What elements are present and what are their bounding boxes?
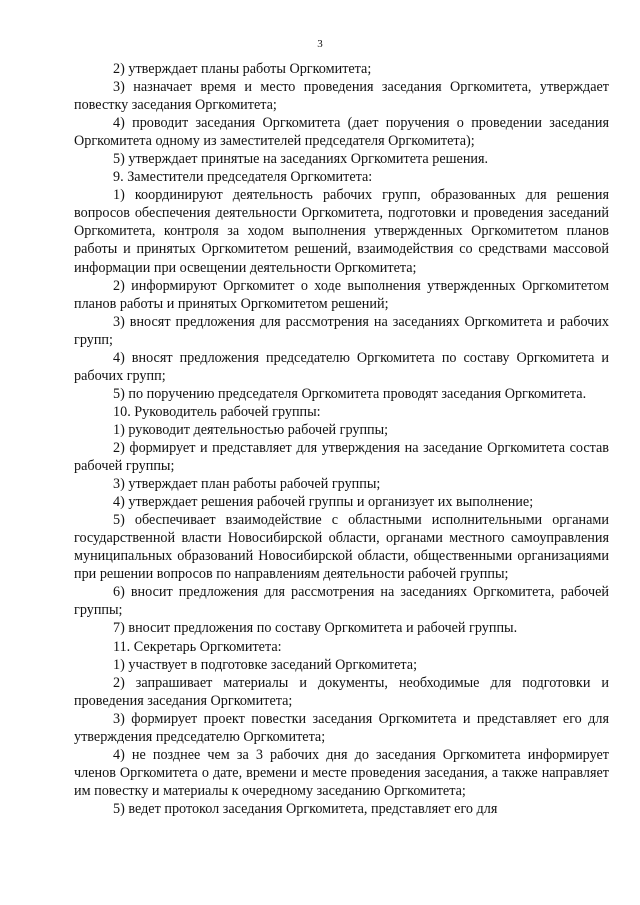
paragraph: 4) не позднее чем за 3 рабочих дня до заседания Оргкомитета информирует членов Оргкомитета о дате, времени и месте проведения заседания, а также направляет им повестку и материалы к очередному заседанию Оргкомитета; (74, 746, 609, 799)
paragraph: 4) вносят предложения председателю Оргкомитета по составу Оргкомитета и рабочих групп; (74, 349, 609, 384)
paragraph: 2) утверждает планы работы Оргкомитета; (113, 61, 372, 77)
paragraph: 1) участвует в подготовке заседаний Оргкомитета; (113, 656, 418, 673)
paragraph: 1) руководит деятельностью рабочей группы; (113, 421, 389, 438)
paragraph: 5) по поручению председателя Оргкомитета проводят заседания Оргкомитета. (113, 385, 587, 402)
paragraph: 2) формирует и представляет для утверждения на заседание Оргкомитета состав рабочей группы; (74, 439, 609, 475)
paragraph: 3) формирует проект повестки заседания Оргкомитета и представляет его для утверждения председателю Оргкомитета; (74, 710, 609, 745)
paragraph: 4) утверждает решения рабочей группы и организует их выполнение; (113, 494, 534, 511)
document-body (74, 60, 609, 818)
paragraph: 6) вносит предложения для рассмотрения на заседаниях Оргкомитета, рабочей группы; (74, 584, 609, 619)
paragraph: 5) утверждает принятые на заседаниях Оргкомитета решения. (113, 151, 489, 168)
paragraph-continued: 5) ведет протокол заседания Оргкомитета, представляет его для (113, 800, 498, 817)
paragraph: 2) информируют Оргкомитет о ходе выполнения утвержденных Оргкомитетом планов работы и принятых Оргкомитетом решений; (74, 277, 609, 312)
paragraph: 3) вносят предложения для рассмотрения на заседаниях Оргкомитета и рабочих групп; (74, 313, 609, 348)
section-heading: 11. Секретарь Оргкомитета: (113, 638, 282, 655)
page-number: 3 (317, 38, 323, 50)
paragraph: 2) запрашивает материалы и документы, необходимые для подготовки и проведения заседания Оргкомитета; (74, 674, 609, 709)
paragraph: 3) назначает время и место проведения заседания Оргкомитета, утверждает повестку заседания Оргкомитета; (74, 79, 609, 114)
section-heading: 9. Заместители председателя Оргкомитета: (113, 169, 373, 186)
paragraph: 7) вносит предложения по составу Оргкомитета и рабочей группы. (113, 620, 518, 637)
paragraph: 1) координируют деятельность рабочих групп, образованных для решения вопросов обеспечения деятельности Оргкомитета, подготовки и проведения заседаний Оргкомитета, контроля за ходом выполнения утвержденных Оргкомитетом планов работы и принятых Оргкомитетом решений, взаимодействия со средствами массовой информации при освещении деятельности Оргкомитета; (74, 187, 609, 276)
paragraph: 5) обеспечивает взаимодействие с областными исполнительными органами государственной власти Новосибирской области, органами местного самоуправления муниципальных образований Новосибирской области, общественными организациями при решении вопросов по направлениям деятельности рабочей группы; (74, 512, 609, 583)
paragraph: 4) проводит заседания Оргкомитета (дает поручения о проведении заседания Оргкомитета одному из заместителей председателя Оргкомитета); (74, 115, 609, 150)
section-heading: 10. Руководитель рабочей группы: (113, 403, 321, 420)
paragraph: 3) утверждает план работы рабочей группы; (113, 476, 381, 493)
